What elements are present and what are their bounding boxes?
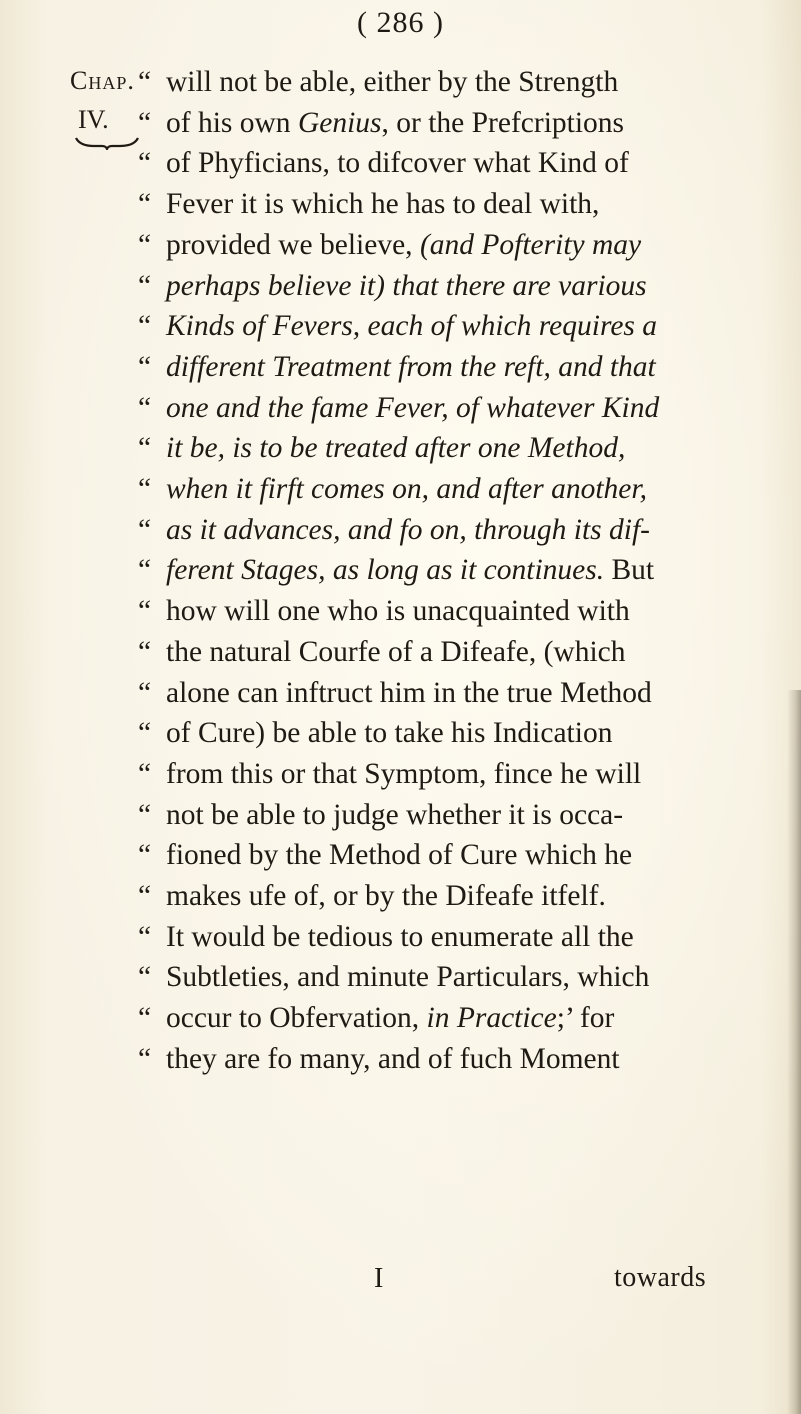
line-text bbox=[166, 1041, 620, 1077]
italic-text: in Practice bbox=[426, 1002, 557, 1035]
open-quote-mark: “ bbox=[138, 473, 152, 505]
open-quote-mark: “ bbox=[138, 554, 152, 587]
line-text bbox=[166, 959, 649, 995]
line-text bbox=[166, 308, 657, 344]
roman-text: not be able to judge whether it is occa- bbox=[166, 798, 624, 831]
line-text bbox=[166, 675, 652, 711]
italic-text: perhaps believe it) that there are various bbox=[166, 269, 647, 302]
italic-text: one and the fame Fever, of whatever Kind bbox=[166, 391, 660, 424]
open-quote-mark: “ bbox=[138, 269, 152, 302]
line-text bbox=[166, 919, 634, 955]
roman-text: makes ufe of, or by the Difeafe itfelf. bbox=[166, 880, 606, 912]
roman-text: Fever it is which he has to deal with, bbox=[166, 188, 600, 221]
line-text bbox=[166, 552, 654, 588]
roman-text: occur to Obfervation, bbox=[166, 1002, 427, 1035]
open-quote-mark: “ bbox=[138, 880, 152, 912]
chapter-number: IV. bbox=[78, 105, 109, 134]
line-text bbox=[166, 512, 650, 548]
open-quote-mark: “ bbox=[138, 228, 152, 261]
signature-mark: I bbox=[374, 1263, 384, 1294]
open-quote-mark: “ bbox=[138, 1042, 152, 1075]
italic-text: when it firft comes on, and after another, bbox=[166, 473, 647, 505]
line-text bbox=[166, 145, 629, 181]
line-text bbox=[166, 797, 623, 833]
open-quote-mark: “ bbox=[138, 595, 152, 628]
italic-text: (and Pofterity may bbox=[419, 228, 642, 261]
open-quote-mark: “ bbox=[138, 310, 152, 343]
line-text bbox=[166, 715, 612, 751]
page-edge-shadow bbox=[787, 690, 801, 1414]
open-quote-mark: “ bbox=[138, 757, 152, 790]
open-quote-mark: “ bbox=[138, 717, 152, 750]
open-quote-mark: “ bbox=[138, 147, 152, 180]
roman-text: It would be tedious to enumerate all the bbox=[166, 920, 634, 953]
roman-text: the natural Courfe of a Difeafe, (which bbox=[166, 635, 626, 668]
roman-text: how will one who is unacquainted with bbox=[166, 595, 630, 628]
open-quote-mark: “ bbox=[138, 920, 152, 953]
roman-text: will not be able, either by the Strength bbox=[166, 66, 619, 98]
chapter-label: Chap. bbox=[70, 66, 135, 95]
line-text bbox=[166, 878, 606, 914]
line-text bbox=[166, 105, 624, 141]
open-quote-mark: “ bbox=[138, 1002, 152, 1035]
italic-text: Kinds of Fevers, each of which requires a bbox=[166, 310, 658, 343]
open-quote-mark: “ bbox=[138, 839, 152, 872]
open-quote-mark: “ bbox=[138, 798, 152, 831]
line-text bbox=[166, 1000, 614, 1036]
line-text bbox=[166, 186, 599, 222]
line-text bbox=[166, 593, 630, 629]
italic-text: different Treatment from the reft, and that bbox=[166, 350, 656, 383]
chapter-brace-ornament bbox=[74, 136, 140, 150]
line-text bbox=[166, 430, 625, 466]
line-text bbox=[166, 390, 659, 426]
line-text bbox=[166, 634, 626, 670]
roman-text: fioned by the Method of Cure which he bbox=[166, 839, 633, 872]
roman-text: of Cure) be able to take his Indication bbox=[166, 717, 613, 750]
open-quote-mark: “ bbox=[138, 961, 152, 994]
line-text bbox=[166, 756, 641, 792]
open-quote-mark: “ bbox=[138, 513, 152, 546]
italic-text: it be, is to be treated after one Method, bbox=[166, 432, 626, 465]
roman-text: of Phyficians, to difcover what Kind of bbox=[166, 147, 629, 180]
catchword: towards bbox=[614, 1262, 707, 1293]
open-quote-mark: “ bbox=[138, 391, 152, 424]
open-quote-mark: “ bbox=[138, 350, 152, 383]
italic-text: ferent Stages, as long as it continues. bbox=[166, 554, 605, 587]
line-text bbox=[166, 349, 656, 385]
roman-text: ;’ for bbox=[556, 1002, 615, 1035]
italic-text: Genius bbox=[297, 106, 382, 139]
open-quote-mark: “ bbox=[138, 106, 152, 139]
roman-text: from this or that Symptom, fince he will bbox=[166, 757, 642, 790]
open-quote-mark: “ bbox=[138, 635, 152, 668]
line-text bbox=[166, 471, 647, 507]
roman-text: Subtleties, and minute Particulars, which bbox=[166, 961, 650, 994]
open-quote-mark: “ bbox=[138, 676, 152, 709]
roman-text: alone can inftruct him in the true Method bbox=[166, 676, 652, 709]
roman-text: , or the Prefcriptions bbox=[381, 106, 625, 139]
roman-text: of his own bbox=[166, 106, 298, 139]
roman-text: But bbox=[604, 554, 655, 587]
italic-text: as it advances, and fo on, through its dif- bbox=[166, 513, 650, 546]
open-quote-mark: “ bbox=[138, 432, 152, 465]
page-number: ( 286 ) bbox=[357, 6, 444, 39]
line-text bbox=[166, 64, 618, 100]
open-quote-mark: “ bbox=[138, 66, 152, 98]
line-text bbox=[166, 268, 647, 304]
line-text bbox=[166, 837, 632, 873]
line-text bbox=[166, 227, 641, 263]
roman-text: provided we believe, bbox=[166, 228, 420, 261]
open-quote-mark: “ bbox=[138, 188, 152, 221]
roman-text: they are fo many, and of fuch Moment bbox=[166, 1042, 620, 1075]
